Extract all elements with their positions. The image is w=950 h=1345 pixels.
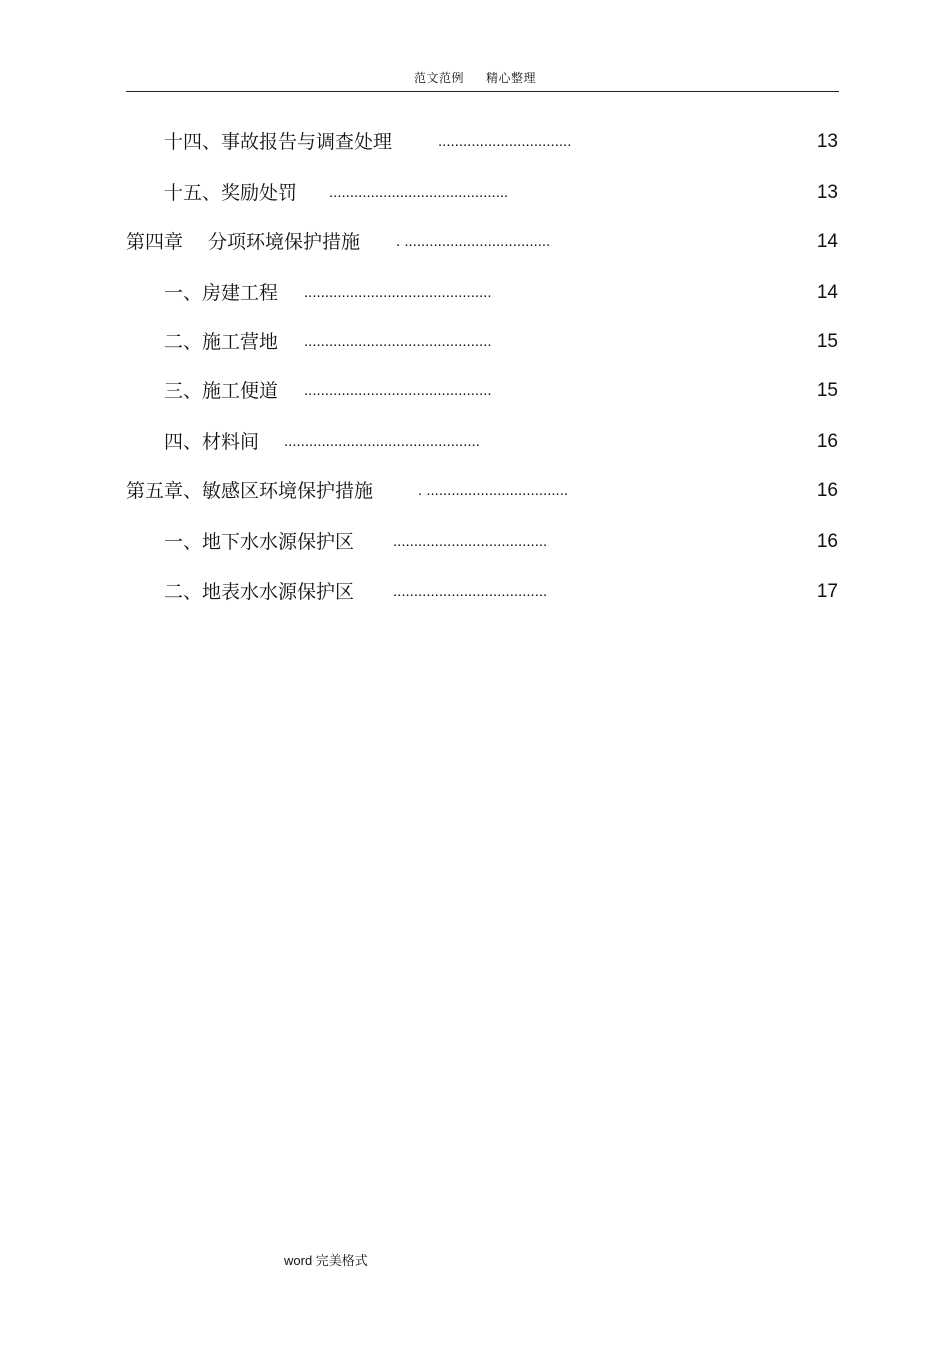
toc-entry[interactable] [0, 278, 950, 308]
toc-entry[interactable] [0, 527, 950, 557]
toc-entry-label: 三、施工便道 [164, 380, 279, 402]
toc-entry-page: 14 [816, 282, 838, 303]
toc-entry-label: 二、地表水水源保护区 [164, 581, 355, 603]
toc-entry-leader: . ................................... [396, 233, 551, 250]
toc-entry-page: 15 [816, 331, 838, 352]
toc-entry-page: 16 [816, 431, 838, 452]
toc-entry[interactable] [0, 127, 950, 157]
toc-entry[interactable] [0, 376, 950, 406]
toc-entry-leader: ............................................. [304, 284, 492, 301]
toc-entry-leader: ............................................. [304, 333, 492, 350]
header-divider [126, 91, 839, 92]
toc-entry-label: 十五、奖励处罚 [164, 182, 298, 204]
toc-entry-label: 第五章、敏感区环境保护措施 [126, 480, 374, 502]
toc-entry-page: 16 [816, 480, 838, 501]
toc-entry-label: 二、施工营地 [164, 331, 279, 353]
toc-entry-page: 17 [816, 581, 838, 602]
toc-entry[interactable] [0, 178, 950, 208]
page-footer: word 完美格式 [284, 1253, 368, 1268]
toc-entry-label: 四、材料间 [164, 431, 260, 453]
toc-entry-label: 一、房建工程 [164, 282, 279, 304]
toc-entry[interactable] [0, 476, 950, 506]
toc-entry-page: 13 [816, 131, 838, 152]
toc-entry-label: 一、地下水水源保护区 [164, 531, 355, 553]
toc-entry-label: 第四章 分项环境保护措施 [126, 231, 361, 253]
toc-entry[interactable] [0, 327, 950, 357]
toc-entry-page: 13 [816, 182, 838, 203]
toc-entry[interactable] [0, 577, 950, 607]
toc-entry-page: 15 [816, 380, 838, 401]
header-right-text: 精心整理 [486, 71, 537, 85]
toc-entry-page: 16 [816, 531, 838, 552]
toc-entry[interactable] [0, 227, 950, 257]
toc-entry-leader: ........................................... [329, 184, 509, 201]
toc-entry-leader: ................................ [438, 133, 572, 150]
header-left-text: 范文范例 [413, 71, 464, 85]
toc-entry-leader: ............................................... [284, 433, 480, 450]
toc-entry-leader: ............................................. [304, 382, 492, 399]
toc-entry-page: 14 [816, 231, 838, 252]
toc-entry-leader: . .................................. [418, 482, 569, 499]
toc-entry-label: 十四、事故报告与调查处理 [164, 131, 393, 153]
toc-entry-leader: ..................................... [393, 533, 548, 550]
toc-entry-leader: ..................................... [393, 583, 548, 600]
page-header [0, 69, 950, 86]
toc-entry[interactable] [0, 427, 950, 457]
